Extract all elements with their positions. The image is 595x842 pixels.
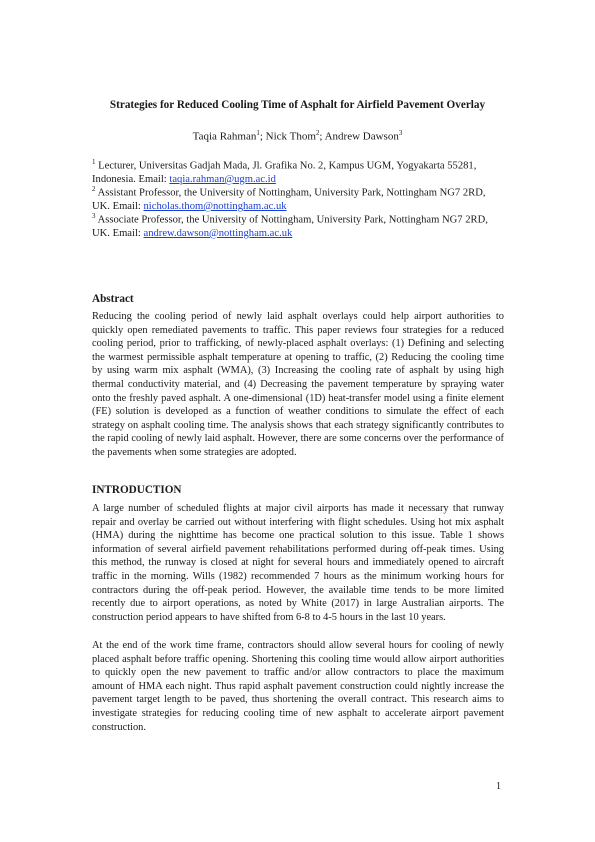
abstract-heading: Abstract — [92, 293, 134, 305]
email-link[interactable]: nicholas.thom@nottingham.ac.uk — [143, 200, 287, 212]
affiliation-2 — [92, 183, 504, 213]
email-link[interactable]: taqia.rahman@ugm.ac.id — [169, 173, 276, 185]
paper-title: Strategies for Reduced Cooling Time of Asphalt for Airfield Pavement Overlay — [109, 99, 486, 111]
intro-paragraph: A large number of scheduled flights at major civil airports has made it necessary that runway repair and overlay be carried out without interfering with flight schedules. Using hot mix asphalt (HMA) during the nighttime has become one practical solution to this issue. Table 1 shows information of several airfield pavement rehabilitations performed during off-peak times. Using this method, the runway is closed at night for several hours and immediately opened to aircraft traffic in the morning. Wills (1982) recommended 7 hours as the minimum working hours for contractors during the off-peak period. However, the available time tends to be more limited recently due to airport operations, as noted by White (2017) in large Australian airports. The construction period appears to have shifted from 6-8 to 4-5 hours in the last 10 years. — [92, 503, 504, 623]
author-name: Nick Thom — [265, 130, 316, 143]
page-number: 1 — [496, 781, 501, 792]
abstract-text: Reducing the cooling period of newly laid asphalt overlays could help airport authorities to quickly open remediated pavements to traffic. This paper reviews four strategies for a reduced cooling period, prior to trafficking, of newly-placed asphalt overlays: (1) Defining and selecting the warmest permissible asphalt temperature at opening to traffic, (2) Reducing the cooling time by using warm mix asphalt (WMA), (3) Increasing the cooling rate of asphalt by using high thermal conductivity material, and (4) Decreasing the pavement temperature by spraying water onto the freshly paved asphalt. A one-dimensional (1D) heat-transfer model using a finite element (FE) solution is developed as a function of weather conditions to simulate the effect of each strategy on asphalt cooling time. The analysis shows that each strategy significantly contributes to the rapid cooling of newly laid asphalt. However, there are some concerns over the performance of the pavements when some strategies are adopted. — [92, 311, 504, 458]
introduction-heading: INTRODUCTION — [92, 484, 182, 496]
author-affil-marker: 2 — [315, 129, 320, 137]
affiliation-1 — [92, 156, 504, 186]
author-separator: ; — [319, 130, 325, 143]
author-affil-marker: 1 — [256, 129, 260, 137]
affiliation-marker: 1 — [92, 158, 96, 166]
affiliation-text: Lecturer, Universitas Gadjah Mada, Jl. Grafika No. 2, Kampus UGM, Yogyakarta 55281, Indonesia. Email: — [92, 160, 477, 185]
affiliation-text: Associate Professor, the University of Nottingham, University Park, Nottingham NG7 2RD, UK. Email: — [92, 214, 488, 239]
author-name: Andrew Dawson — [324, 130, 399, 143]
affiliation-3 — [92, 210, 504, 240]
intro-paragraph: At the end of the work time frame, contractors should allow several hours for cooling of newly placed asphalt before traffic opening. Shortening this cooling time would allow airport authorities to quickly open the new pavement to traffic and/or allow contractors to place the maximum amount of HMA each night. Thus rapid asphalt pavement construction could nightly increase the pavement target length to be paved, thus shortening the overall contract. This research aims to investigate strategies for reducing cooling time of new asphalt to accelerate airport pavement construction. — [92, 640, 504, 733]
author-separator: ; — [259, 130, 266, 143]
author-list — [60, 129, 535, 143]
author-name: Taqia Rahman — [192, 130, 257, 143]
affiliation-marker: 3 — [92, 212, 96, 220]
affiliation-text: Assistant Professor, the University of Nottingham, University Park, Nottingham NG7 2RD, UK. Email: — [92, 187, 486, 212]
affiliation-marker: 2 — [92, 185, 96, 193]
email-link[interactable]: andrew.dawson@nottingham.ac.uk — [143, 227, 293, 239]
author-affil-marker: 3 — [398, 129, 403, 137]
